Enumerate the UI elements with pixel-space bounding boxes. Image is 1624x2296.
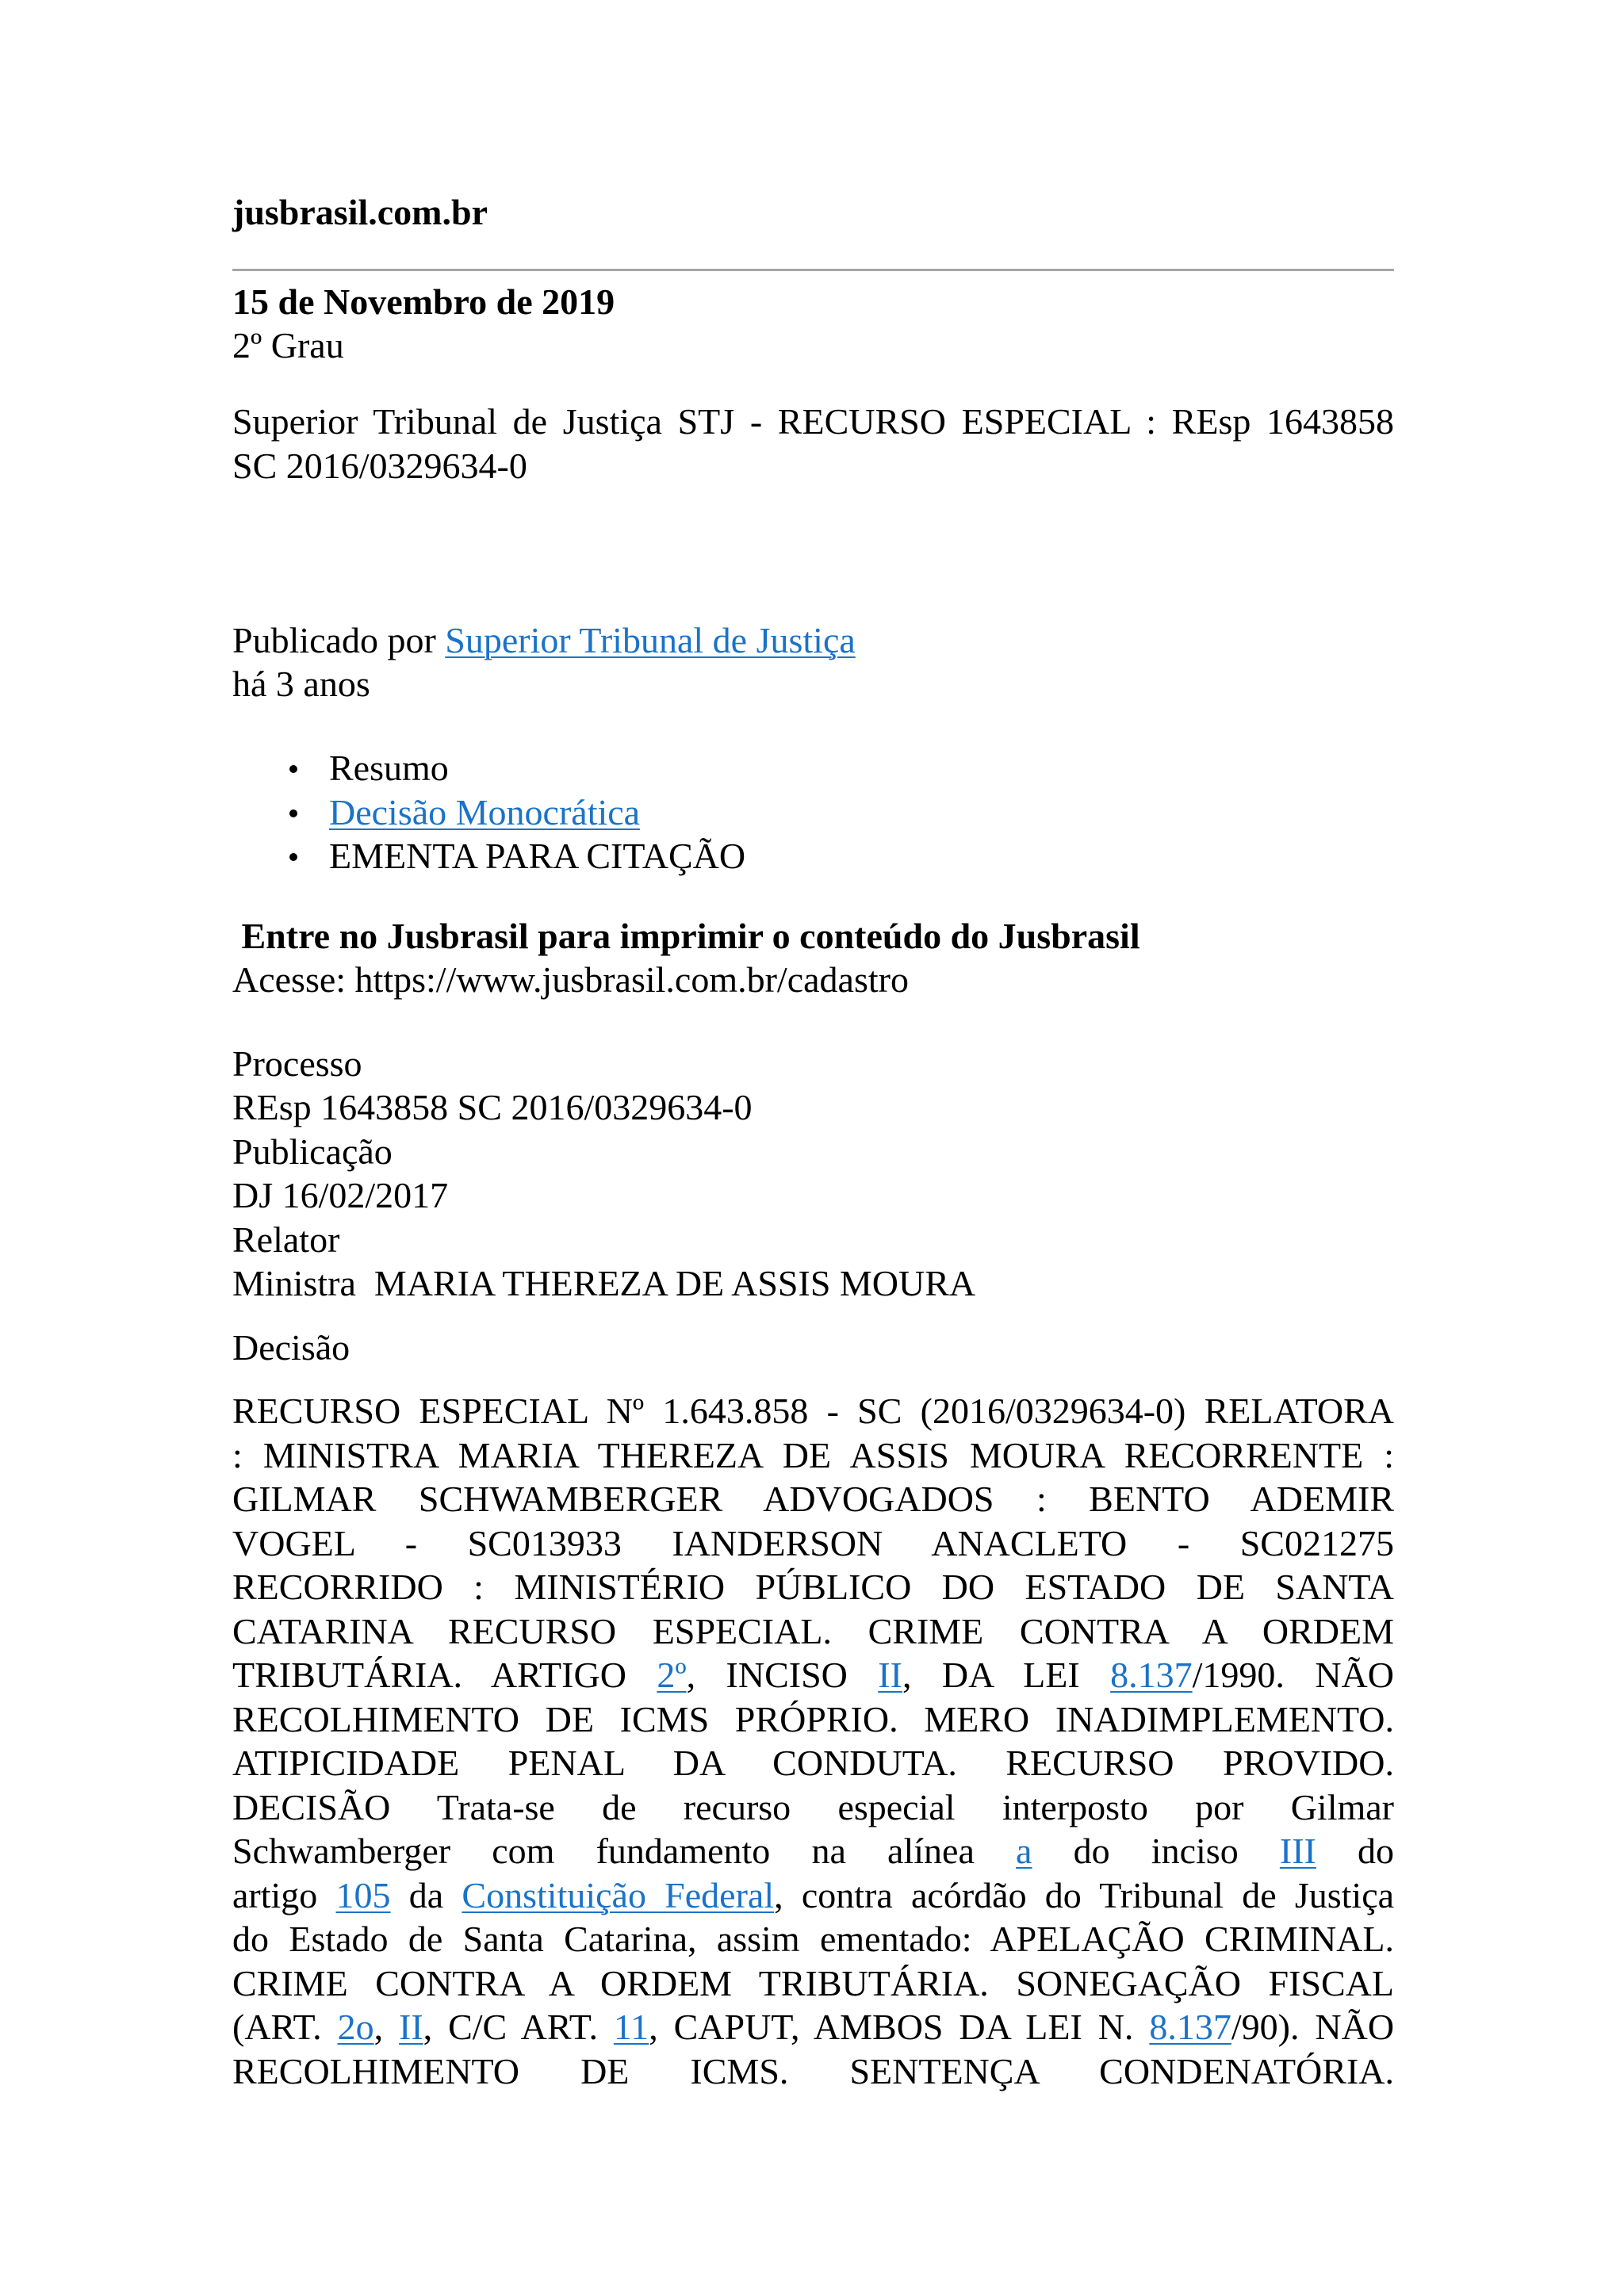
decision-line: do Estado de Santa Catarina, assim ementado: APELAÇÃO CRIMINAL.: [232, 1919, 1394, 1959]
text-segment: (ART.: [232, 2007, 322, 2047]
relator-value: Ministra MARIA THEREZA DE ASSIS MOURA: [232, 1263, 976, 1303]
decision-line: RECURSO ESPECIAL Nº 1.643.858 - SC (2016/0329634-0) RELATORA: [232, 1391, 1394, 1431]
publicacao-label: Publicação: [232, 1131, 393, 1172]
text-segment: , DA LEI: [902, 1655, 1080, 1695]
link-artigo-2[interactable]: 2º: [657, 1655, 687, 1695]
tab-label: EMENTA PARA CITAÇÃO: [329, 836, 746, 876]
published-prefix: Publicado por: [232, 620, 436, 660]
published-line: [232, 618, 1394, 663]
grau: 2º Grau: [232, 325, 344, 365]
title-line-1: Superior Tribunal de Justiça STJ - RECURSO ESPECIAL : REsp 1643858: [232, 401, 1394, 442]
text-segment: da: [408, 1874, 444, 1915]
text-segment: , INCISO: [686, 1655, 848, 1695]
bullet-icon: [289, 853, 297, 861]
text-segment: , contra acórdão do Tribunal de Justiça: [774, 1874, 1395, 1915]
link-lei-8137-2[interactable]: 8.137: [1149, 2007, 1231, 2047]
decision-line: RECOLHIMENTO DE ICMS. SENTENÇA CONDENATÓRIA.: [232, 2050, 1394, 2091]
link-lei-8137[interactable]: 8.137: [1110, 1655, 1193, 1695]
link-inciso-ii[interactable]: II: [878, 1655, 902, 1695]
decision-line: [232, 1653, 1394, 1697]
bullet-icon: [289, 765, 297, 773]
link-inciso-iii[interactable]: III: [1279, 1831, 1316, 1871]
notice-title: Entre no Jusbrasil para imprimir o conteúdo do Jusbrasil: [232, 916, 1140, 956]
publisher-link[interactable]: Superior Tribunal de Justiça: [445, 620, 856, 660]
text-segment: /90). NÃO: [1231, 2007, 1395, 2047]
decision-text: [232, 1389, 1394, 2093]
decisao-label: Decisão: [232, 1327, 350, 1368]
link-artigo-105[interactable]: 105: [335, 1874, 391, 1915]
tab-decisao-monocratica[interactable]: [232, 790, 1394, 835]
title-line-2: SC 2016/0329634-0: [232, 446, 527, 486]
tab-list: [232, 746, 1394, 878]
link-alinea-a[interactable]: a: [1016, 1831, 1032, 1871]
tab-label-link[interactable]: Decisão Monocrática: [329, 791, 641, 832]
processo-value: REsp 1643858 SC 2016/0329634-0: [232, 1087, 753, 1127]
text-segment: do inciso: [1073, 1831, 1239, 1871]
link-art-11[interactable]: 11: [613, 2007, 649, 2047]
tab-label: Resumo: [329, 748, 449, 788]
decision-line: ATIPICIDADE PENAL DA CONDUTA. RECURSO PROVIDO.: [232, 1743, 1394, 1783]
text-segment: ,: [373, 2007, 384, 2047]
decision-line: [232, 1829, 1394, 1873]
notice-access: Acesse: https://www.jusbrasil.com.br/cadastro: [232, 959, 909, 1000]
processo-label: Processo: [232, 1043, 362, 1084]
decision-line: VOGEL - SC013933 IANDERSON ANACLETO - SC021275: [232, 1522, 1394, 1563]
decision-line: : MINISTRA MARIA THEREZA DE ASSIS MOURA RECORRENTE :: [232, 1434, 1394, 1475]
decision-line: GILMAR SCHWAMBERGER ADVOGADOS : BENTO ADEMIR: [232, 1479, 1394, 1519]
text-segment: /1990. NÃO: [1192, 1655, 1394, 1695]
bullet-icon: [289, 809, 297, 817]
text-segment: TRIBUTÁRIA. ARTIGO: [232, 1655, 626, 1695]
link-constituicao-federal[interactable]: Constituição Federal: [462, 1874, 775, 1915]
link-inciso-ii-2[interactable]: II: [399, 2007, 423, 2047]
publicacao-value: DJ 16/02/2017: [232, 1175, 449, 1215]
decision-line: RECOLHIMENTO DE ICMS PRÓPRIO. MERO INADIMPLEMENTO.: [232, 1698, 1394, 1739]
decision-line: DECISÃO Trata-se de recurso especial interposto por Gilmar: [232, 1786, 1394, 1827]
decision-line: RECORRIDO : MINISTÉRIO PÚBLICO DO ESTADO DE SANTA: [232, 1567, 1394, 1607]
header-divider: [232, 269, 1394, 271]
published-ago: há 3 anos: [232, 664, 370, 704]
decision-line: [232, 2005, 1394, 2049]
text-segment: , CAPUT, AMBOS DA LEI N.: [649, 2007, 1134, 2047]
text-segment: artigo: [232, 1874, 318, 1915]
decision-line: [232, 1873, 1394, 1918]
text-segment: do: [1358, 1831, 1395, 1871]
site-name: jusbrasil.com.br: [232, 192, 488, 232]
decision-line: CRIME CONTRA A ORDEM TRIBUTÁRIA. SONEGAÇÃO FISCAL: [232, 1962, 1394, 2003]
text-segment: Schwamberger com fundamento na alínea: [232, 1831, 975, 1871]
date: 15 de Novembro de 2019: [232, 281, 615, 322]
tab-ementa[interactable]: [232, 834, 1394, 878]
tab-resumo[interactable]: [232, 746, 1394, 790]
text-segment: , C/C ART.: [423, 2007, 598, 2047]
decision-line: CATARINA RECURSO ESPECIAL. CRIME CONTRA A ORDEM: [232, 1610, 1394, 1651]
relator-label: Relator: [232, 1219, 340, 1260]
link-art-2o[interactable]: 2o: [337, 2007, 374, 2047]
